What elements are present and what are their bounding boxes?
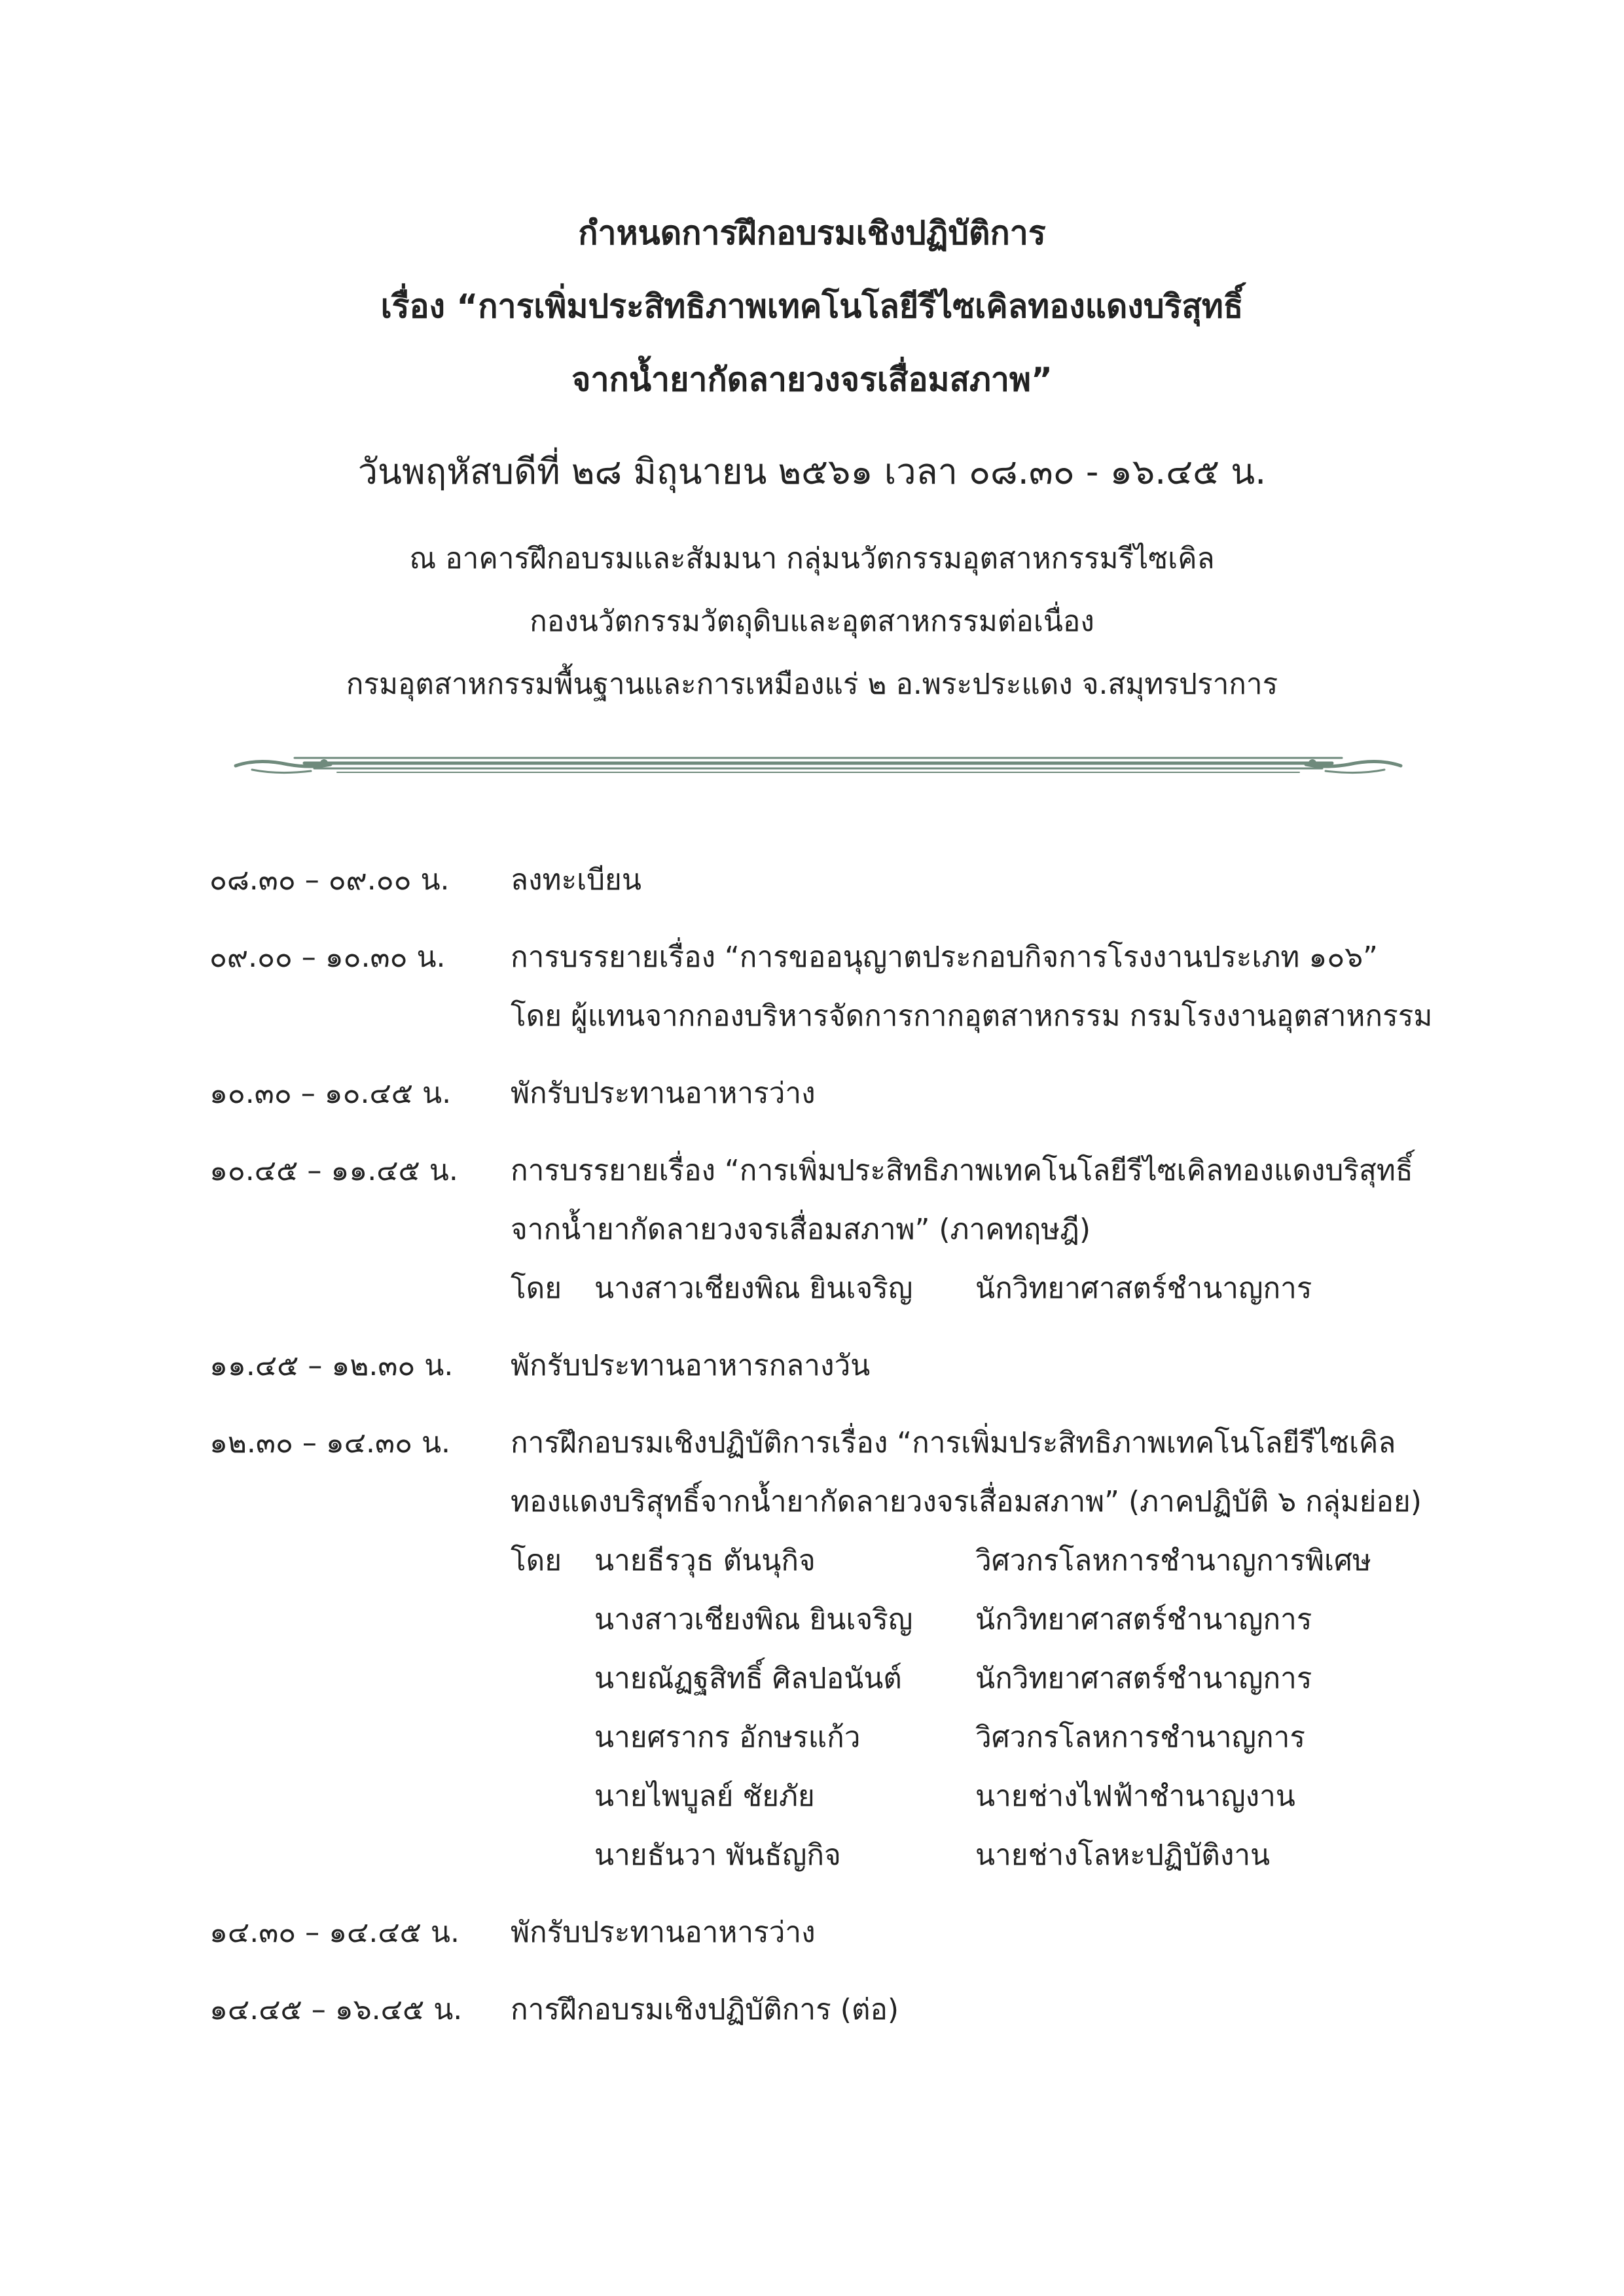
speaker-name: นายธันวา พันธัญกิจ (594, 1839, 841, 1872)
speaker-row (511, 1708, 1519, 1767)
schedule (209, 851, 1519, 2058)
item-description (511, 928, 1519, 1046)
speaker-position: วิศวกรโลหการชำนาญการพิเศษ (975, 1544, 1371, 1577)
venue (0, 528, 1624, 716)
schedule-item (209, 1141, 1519, 1318)
description-line: ลงทะเบียน (511, 863, 641, 897)
speaker-name: นายณัฏฐสิทธิ์ ศิลปอนันต์ (594, 1662, 902, 1695)
speaker-position: นายช่างโลหะปฏิบัติงาน (975, 1839, 1271, 1872)
time-slot: ๐๙.๐๐ – ๑๐.๓๐ น. (209, 941, 446, 974)
by-label: โดย (511, 1272, 562, 1305)
by-label: โดย (511, 1544, 562, 1577)
time-slot: ๑๐.๓๐ – ๑๐.๔๕ น. (209, 1077, 452, 1110)
schedule-item (209, 851, 1519, 910)
item-description (511, 851, 1519, 910)
title-line: เรื่อง “การเพิ่มประสิทธิภาพเทคโนโลยีรีไซเคิลทองแดงบริสุทธิ์ (380, 287, 1244, 325)
item-description (511, 1064, 1519, 1123)
speaker-line: โดย ผู้แทนจากกองบริหารจัดการกากอุตสาหกรรม กรมโรงงานอุตสาหกรรม (511, 999, 1433, 1033)
schedule-item (209, 1336, 1519, 1395)
speaker-position: นักวิทยาศาสตร์ชำนาญการ (975, 1272, 1312, 1305)
speaker-name: นายธีรวุธ ตันนุกิจ (594, 1544, 816, 1577)
description-line: การฝึกอบรมเชิงปฏิบัติการ (ต่อ) (511, 1993, 899, 2026)
document-header (0, 196, 1624, 716)
schedule-item (209, 928, 1519, 1046)
description-line: การบรรยายเรื่อง “การเพิ่มประสิทธิภาพเทคโนโลยีรีไซเคิลทองแดงบริสุทธิ์ (511, 1154, 1413, 1187)
speaker-position: วิศวกรโลหการชำนาญการ (975, 1721, 1306, 1754)
title-line: กำหนดการฝึกอบรมเชิงปฏิบัติการ (578, 214, 1046, 252)
item-description (511, 1903, 1519, 1962)
description-line: การฝึกอบรมเชิงปฏิบัติการเรื่อง “การเพิ่มประสิทธิภาพเทคโนโลยีรีไซเคิล (511, 1426, 1396, 1460)
speaker-position: นักวิทยาศาสตร์ชำนาญการ (975, 1662, 1312, 1695)
schedule-item (209, 1981, 1519, 2039)
ornamental-divider (232, 746, 1404, 785)
speaker-name: นางสาวเชียงพิณ ยินเจริญ (594, 1603, 913, 1636)
schedule-item (209, 1414, 1519, 1885)
event-date: วันพฤหัสบดีที่ ๒๘ มิถุนายน ๒๕๖๑ เวลา ๐๘.๓๐ - ๑๖.๔๕ น. (357, 451, 1267, 492)
description-line: การบรรยายเรื่อง “การขออนุญาตประกอบกิจการโรงงานประเภท ๑๐๖” (511, 941, 1378, 974)
speaker-position: นายช่างไฟฟ้าชำนาญงาน (975, 1780, 1295, 1813)
speaker-name: นายศรากร อักษรแก้ว (594, 1721, 861, 1754)
speaker-name: นายไพบูลย์ ชัยภัย (594, 1780, 815, 1813)
speaker-name: นางสาวเชียงพิณ ยินเจริญ (594, 1272, 913, 1305)
description-line: พักรับประทานอาหารว่าง (511, 1916, 816, 1949)
venue-line: ณ อาคารฝึกอบรมและสัมมนา กลุ่มนวัตกรรมอุตสาหกรรมรีไซเคิล (409, 542, 1215, 575)
item-description (511, 1414, 1519, 1885)
schedule-item (209, 1064, 1519, 1123)
description-line: ทองแดงบริสุทธิ์จากน้ำยากัดลายวงจรเสื่อมสภาพ” (ภาคปฏิบัติ ๖ กลุ่มย่อย) (511, 1485, 1422, 1518)
time-slot: ๑๐.๔๕ – ๑๑.๔๕ น. (209, 1154, 458, 1187)
description-line: พักรับประทานอาหารว่าง (511, 1077, 816, 1110)
schedule-item (209, 1903, 1519, 1962)
description-line: พักรับประทานอาหารกลางวัน (511, 1349, 871, 1382)
title-line: จากน้ำยากัดลายวงจรเสื่อมสภาพ” (571, 361, 1053, 399)
document-title (0, 196, 1624, 416)
speaker-row (511, 1826, 1519, 1885)
time-slot: ๐๘.๓๐ – ๐๙.๐๐ น. (209, 863, 450, 897)
item-description (511, 1981, 1519, 2039)
speaker-row (511, 1259, 1519, 1318)
item-description (511, 1336, 1519, 1395)
time-slot: ๑๑.๔๕ – ๑๒.๓๐ น. (209, 1349, 454, 1382)
item-description (511, 1141, 1519, 1318)
speaker-row (511, 1532, 1519, 1590)
description-line: จากน้ำยากัดลายวงจรเสื่อมสภาพ” (ภาคทฤษฎี) (511, 1213, 1091, 1246)
time-slot: ๑๔.๓๐ – ๑๔.๔๕ น. (209, 1916, 460, 1949)
venue-line: กรมอุตสาหกรรมพื้นฐานและการเหมืองแร่ ๒ อ.พระประแดง จ.สมุทรปราการ (346, 668, 1278, 701)
venue-line: กองนวัตกรรมวัตถุดิบและอุตสาหกรรมต่อเนื่อง (530, 605, 1094, 638)
speaker-row (511, 1590, 1519, 1649)
speaker-row (511, 1649, 1519, 1708)
time-slot: ๑๒.๓๐ – ๑๔.๓๐ น. (209, 1426, 451, 1460)
speaker-row (511, 1767, 1519, 1826)
time-slot: ๑๔.๔๕ – ๑๖.๔๕ น. (209, 1993, 463, 2026)
speaker-position: นักวิทยาศาสตร์ชำนาญการ (975, 1603, 1312, 1636)
